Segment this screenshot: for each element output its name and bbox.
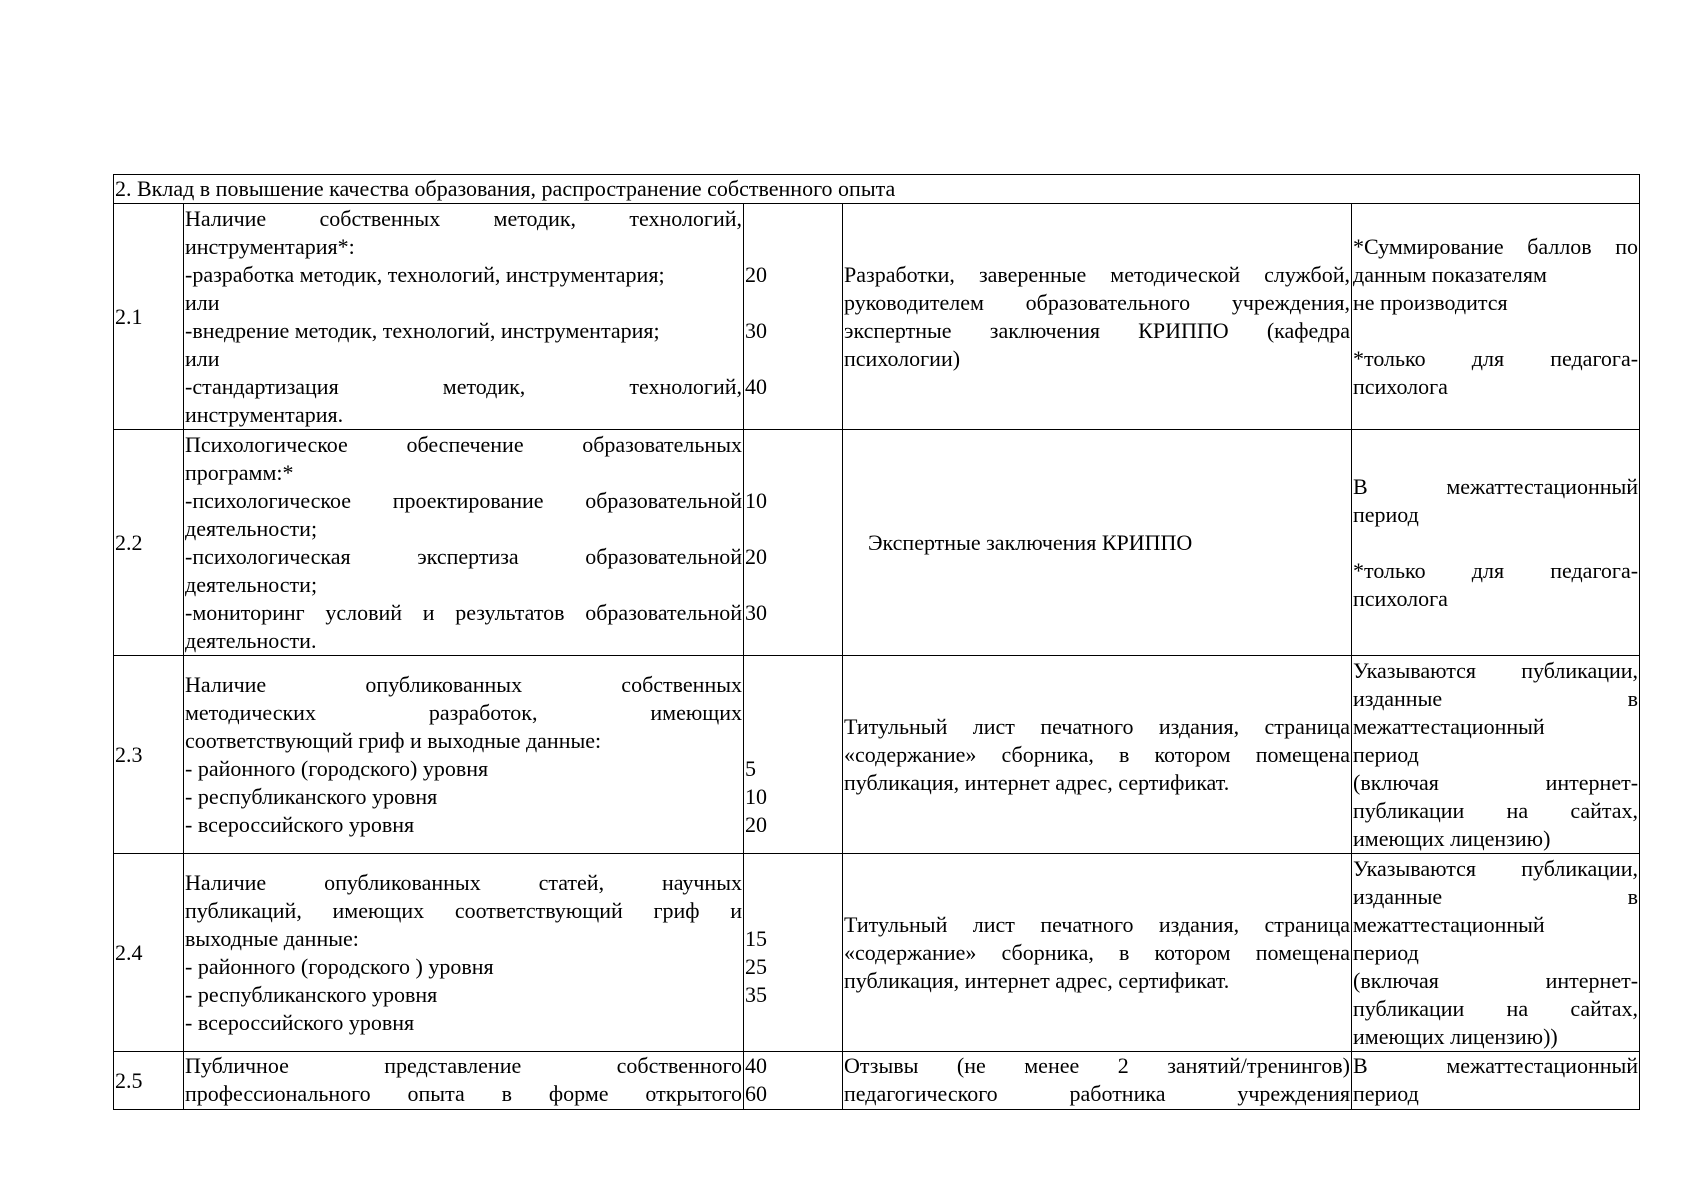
note-line: период xyxy=(1353,939,1419,965)
confirmation-line: «содержание» сборника, в котором помещена xyxy=(844,741,1350,767)
criterion-line: Наличие опубликованных статей, научных xyxy=(185,869,742,895)
criterion-line: выходные данные: xyxy=(185,925,359,951)
points-value xyxy=(745,401,841,429)
criterion-line: деятельности. xyxy=(185,627,317,653)
criterion-line: деятельности; xyxy=(185,515,318,541)
confirmation-line: руководителем образовательного учреждения, xyxy=(844,289,1350,315)
confirmation-line: Титульный лист печатного издания, страница xyxy=(844,911,1350,937)
points-value xyxy=(745,671,841,699)
points-value: 35 xyxy=(745,981,767,1007)
criterion-line: соответствующий гриф и выходные данные: xyxy=(185,727,602,753)
confirmation-text xyxy=(843,430,1352,656)
confirmation-line: публикация, интернет адрес, сертификат. xyxy=(844,967,1230,993)
criterion-line: деятельности; xyxy=(185,571,318,597)
note-line: изданные в xyxy=(1353,685,1639,711)
confirmation-line: экспертные заключения КРИППО (кафедра xyxy=(844,317,1350,343)
table-row xyxy=(114,430,1640,656)
points-value: 30 xyxy=(745,317,767,343)
criterion-line: -внедрение методик, технологий, инструментария; xyxy=(185,317,660,343)
criterion-line: -разработка методик, технологий, инструментария; xyxy=(185,261,665,287)
points-value: 20 xyxy=(745,811,767,837)
criterion-line: -мониторинг условий и результатов образовательной xyxy=(185,599,742,625)
note-line: В межаттестационный xyxy=(1353,473,1639,499)
note-text xyxy=(1352,430,1640,656)
note-line: *Суммирование баллов по xyxy=(1353,233,1639,259)
criterion-line: Наличие собственных методик, технологий, xyxy=(185,205,742,231)
note-line: *только для педагога- xyxy=(1353,345,1639,371)
points-value: 30 xyxy=(745,599,767,625)
note-line: публикации на сайтах, xyxy=(1353,995,1639,1021)
note-line: изданные в xyxy=(1353,883,1639,909)
points-value: 25 xyxy=(745,953,767,979)
criterion-line: - районного (городского ) уровня xyxy=(185,953,494,979)
confirmation-text xyxy=(843,204,1352,430)
confirmation-line: педагогического работника учреждения xyxy=(844,1081,1350,1106)
table-row xyxy=(114,204,1640,430)
points-value: 15 xyxy=(745,925,767,951)
criterion-line: - районного (городского) уровня xyxy=(185,755,489,781)
row-number: 2.2 xyxy=(114,430,184,656)
criterion-text xyxy=(184,430,744,656)
points-value xyxy=(745,727,841,755)
points-value: 10 xyxy=(745,487,767,513)
criterion-line: или xyxy=(185,345,220,371)
points-cell xyxy=(744,430,843,656)
points-value xyxy=(745,699,841,727)
points-value xyxy=(745,1009,841,1037)
points-value: 40 xyxy=(745,373,767,399)
confirmation-line: Отзывы (не менее 2 занятий/тренингов) xyxy=(844,1053,1350,1078)
criterion-line: - всероссийского уровня xyxy=(185,811,415,837)
section-header-row xyxy=(114,175,1640,204)
note-line: В межаттестационный xyxy=(1353,1053,1639,1078)
note-spacer xyxy=(1353,317,1638,345)
criterion-line: Публичное представление собственного xyxy=(185,1053,742,1078)
row-number: 2.1 xyxy=(114,204,184,430)
confirmation-line: Разработки, заверенные методической службой, xyxy=(844,261,1350,287)
note-text xyxy=(1352,1052,1640,1110)
note-line: (включая интернет- xyxy=(1353,769,1639,795)
confirmation-text xyxy=(843,854,1352,1052)
note-line: период xyxy=(1353,741,1419,767)
points-cell xyxy=(744,1052,843,1110)
points-value xyxy=(745,869,841,897)
note-line: межаттестационный xyxy=(1353,911,1545,937)
points-cell xyxy=(744,854,843,1052)
points-value xyxy=(745,345,841,373)
criterion-line: - республиканского уровня xyxy=(185,783,438,809)
note-spacer xyxy=(1353,529,1638,557)
criterion-text xyxy=(184,204,744,430)
confirmation-text xyxy=(843,656,1352,854)
criterion-line: -стандартизация методик, технологий, xyxy=(185,373,742,399)
note-text xyxy=(1352,204,1640,430)
note-text xyxy=(1352,656,1640,854)
table-row xyxy=(114,854,1640,1052)
row-number: 2.5 xyxy=(114,1052,184,1110)
note-line: период xyxy=(1353,501,1419,527)
criterion-line: - республиканского уровня xyxy=(185,981,438,1007)
points-value: 60 xyxy=(745,1081,767,1106)
confirmation-line: Экспертные заключения КРИППО xyxy=(868,529,1193,555)
note-line: межаттестационный xyxy=(1353,713,1545,739)
criterion-line: Психологическое обеспечение образовательных xyxy=(185,431,742,457)
note-text xyxy=(1352,854,1640,1052)
note-line: психолога xyxy=(1353,585,1448,611)
note-line: Указываются публикации, xyxy=(1353,657,1639,683)
criterion-line: инструментария. xyxy=(185,401,344,427)
note-line: данным показателям xyxy=(1353,261,1547,287)
note-line: (включая интернет- xyxy=(1353,967,1639,993)
confirmation-line: «содержание» сборника, в котором помещена xyxy=(844,939,1350,965)
row-number: 2.3 xyxy=(114,656,184,854)
criterion-text xyxy=(184,854,744,1052)
points-value xyxy=(745,897,841,925)
criterion-text xyxy=(184,1052,744,1110)
points-value xyxy=(745,515,841,543)
criterion-line: инструментария*: xyxy=(185,233,355,259)
points-value xyxy=(745,459,841,487)
criterion-line: -психологическая экспертиза образовательной xyxy=(185,543,742,569)
points-value xyxy=(745,233,841,261)
points-value xyxy=(745,289,841,317)
points-value: 20 xyxy=(745,543,767,569)
points-value: 40 xyxy=(745,1053,767,1078)
table-row xyxy=(114,1052,1640,1110)
criterion-line: Наличие опубликованных собственных xyxy=(185,671,742,697)
criterion-line: публикаций, имеющих соответствующий гриф и xyxy=(185,897,742,923)
points-value xyxy=(745,627,841,655)
note-line: имеющих лицензию)) xyxy=(1353,1023,1558,1049)
note-line: Указываются публикации, xyxy=(1353,855,1639,881)
note-line: *только для педагога- xyxy=(1353,557,1639,583)
confirmation-line: психологии) xyxy=(844,345,961,371)
points-cell xyxy=(744,656,843,854)
points-value: 10 xyxy=(745,783,767,809)
points-value: 5 xyxy=(745,755,756,781)
confirmation-line: Титульный лист печатного издания, страница xyxy=(844,713,1350,739)
criterion-line: методических разработок, имеющих xyxy=(185,699,742,725)
criterion-line: или xyxy=(185,289,220,315)
note-line: имеющих лицензию) xyxy=(1353,825,1551,851)
criterion-line: -психологическое проектирование образовательной xyxy=(185,487,742,513)
criterion-line: профессионального опыта в форме открытого xyxy=(185,1081,742,1106)
points-value xyxy=(745,571,841,599)
note-line: период xyxy=(1353,1081,1419,1106)
note-line: публикации на сайтах, xyxy=(1353,797,1639,823)
points-value xyxy=(745,205,841,233)
criterion-line: - всероссийского уровня xyxy=(185,1009,415,1035)
note-line: не производится xyxy=(1353,289,1508,315)
criterion-line: программ:* xyxy=(185,459,294,485)
row-number: 2.4 xyxy=(114,854,184,1052)
note-line: психолога xyxy=(1353,373,1448,399)
points-cell xyxy=(744,204,843,430)
confirmation-text xyxy=(843,1052,1352,1110)
confirmation-line: публикация, интернет адрес, сертификат. xyxy=(844,769,1230,795)
points-value: 20 xyxy=(745,261,767,287)
section-title: 2. Вклад в повышение качества образования, распространение собственного опыта xyxy=(114,175,1640,204)
document-page xyxy=(113,174,1639,1110)
criteria-table xyxy=(113,174,1640,1110)
points-value xyxy=(745,431,841,459)
table-row xyxy=(114,656,1640,854)
criterion-text xyxy=(184,656,744,854)
